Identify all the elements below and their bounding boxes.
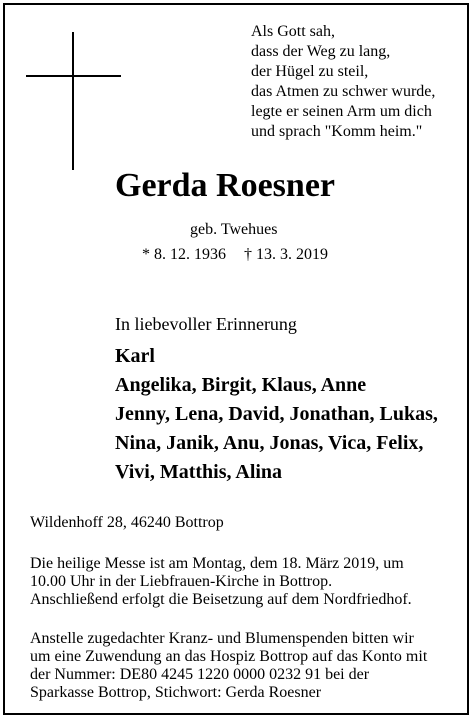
donation-info-line: Anstelle zugedachter Kranz- und Blumenspenden bitten wir — [30, 630, 414, 647]
donation-info-line: der Nummer: DE80 4245 1220 0000 0232 91 bei der — [30, 666, 370, 683]
mass-info-line: Anschließend erfolgt die Beisetzung auf dem Nordfriedhof. — [30, 591, 412, 608]
death-date: † 13. 3. 2019 — [244, 246, 328, 263]
poem-line: legte er seinen Arm um dich — [251, 103, 432, 120]
poem-line: das Atmen zu schwer wurde, — [251, 83, 436, 100]
mass-info-line: 10.00 Uhr in der Liebfrauen-Kirche in Bottrop. — [30, 573, 333, 590]
donation-info-line: um eine Zuwendung an das Hospiz Bottrop auf das Konto mit — [30, 648, 428, 665]
birth-name: geb. Twehues — [190, 221, 278, 238]
deceased-name: Gerda Roesner — [115, 167, 336, 204]
mourner-line: Jenny, Lena, David, Jonathan, Lukas, — [115, 403, 438, 425]
life-dates — [142, 245, 328, 265]
poem-line: der Hügel zu steil, — [251, 63, 369, 80]
poem — [251, 22, 435, 142]
cross-icon-vertical — [72, 32, 74, 170]
poem-line: dass der Weg zu lang, — [251, 43, 391, 60]
mourner-line: Vivi, Matthis, Alina — [115, 461, 283, 483]
cross-icon-horizontal — [26, 75, 121, 77]
memory-line: In liebevoller Erinnerung — [115, 314, 297, 334]
address: Wildenhoff 28, 46240 Bottrop — [30, 514, 224, 531]
poem-line: Als Gott sah, — [251, 23, 335, 40]
mourner-line: Karl — [115, 345, 155, 367]
birth-date: * 8. 12. 1936 — [142, 246, 226, 263]
mass-info — [30, 555, 412, 609]
mass-info-line: Die heilige Messe ist am Montag, dem 18. März 2019, um — [30, 555, 404, 572]
poem-line: und sprach "Komm heim." — [251, 123, 423, 140]
donation-info — [30, 630, 427, 702]
mourners-list — [115, 342, 438, 487]
mourner-line: Nina, Janik, Anu, Jonas, Vica, Felix, — [115, 432, 424, 454]
mourner-line: Angelika, Birgit, Klaus, Anne — [115, 374, 367, 396]
donation-info-line: Sparkasse Bottrop, Stichwort: Gerda Roesner — [30, 684, 322, 701]
